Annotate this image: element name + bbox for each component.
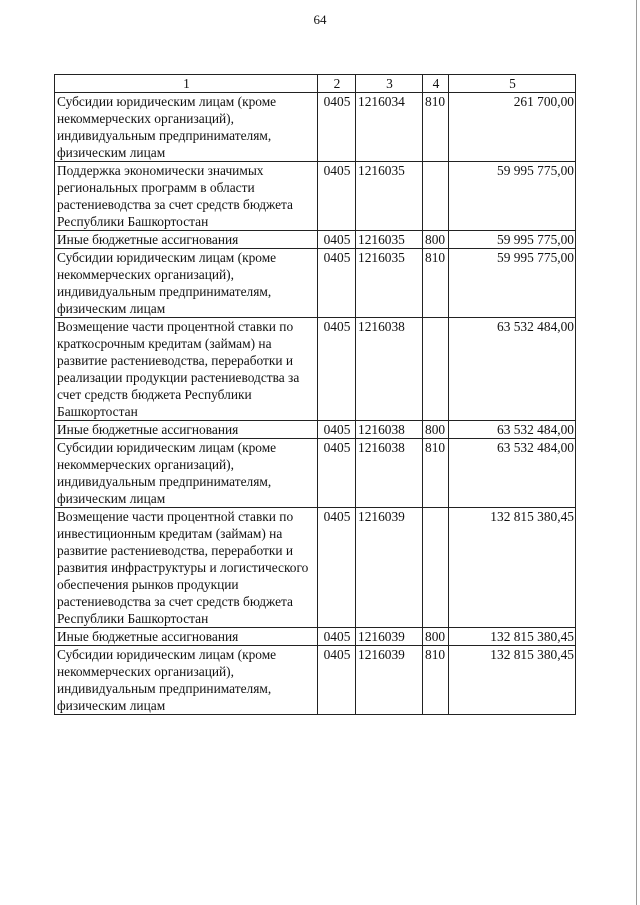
header-col-2: 2	[318, 75, 356, 93]
row-name: Поддержка экономически значимых региональных программ в области растениеводства за счет средств бюджета Республики Башкортостан	[55, 162, 318, 231]
header-col-3: 3	[356, 75, 423, 93]
row-section: 0405	[318, 439, 356, 508]
row-section: 0405	[318, 646, 356, 715]
row-amount: 63 532 484,00	[449, 421, 576, 439]
table-row	[55, 421, 576, 439]
row-amount: 59 995 775,00	[449, 162, 576, 231]
row-name: Субсидии юридическим лицам (кроме некоммерческих организаций), индивидуальным предпринимателям, физическим лицам	[55, 249, 318, 318]
row-code: 1216038	[356, 318, 423, 421]
row-code: 1216038	[356, 421, 423, 439]
row-amount: 261 700,00	[449, 93, 576, 162]
row-type: 810	[423, 249, 449, 318]
row-code: 1216039	[356, 628, 423, 646]
row-amount: 132 815 380,45	[449, 628, 576, 646]
row-amount: 63 532 484,00	[449, 318, 576, 421]
table-row	[55, 162, 576, 231]
row-amount: 63 532 484,00	[449, 439, 576, 508]
row-section: 0405	[318, 231, 356, 249]
row-amount: 59 995 775,00	[449, 231, 576, 249]
table-row	[55, 646, 576, 715]
row-code: 1216035	[356, 231, 423, 249]
row-name: Иные бюджетные ассигнования	[55, 628, 318, 646]
table-row	[55, 628, 576, 646]
row-code: 1216038	[356, 439, 423, 508]
row-type	[423, 162, 449, 231]
row-name: Иные бюджетные ассигнования	[55, 231, 318, 249]
row-type: 800	[423, 231, 449, 249]
row-section: 0405	[318, 162, 356, 231]
header-col-4: 4	[423, 75, 449, 93]
budget-table	[54, 74, 576, 715]
row-section: 0405	[318, 318, 356, 421]
row-amount: 132 815 380,45	[449, 508, 576, 628]
row-section: 0405	[318, 421, 356, 439]
row-code: 1216035	[356, 249, 423, 318]
row-type: 800	[423, 421, 449, 439]
row-amount: 59 995 775,00	[449, 249, 576, 318]
page-edge-line	[636, 0, 637, 905]
row-section: 0405	[318, 628, 356, 646]
row-section: 0405	[318, 508, 356, 628]
row-type: 810	[423, 646, 449, 715]
row-section: 0405	[318, 93, 356, 162]
row-amount: 132 815 380,45	[449, 646, 576, 715]
row-type: 800	[423, 628, 449, 646]
table-header-row	[55, 75, 576, 93]
row-type: 810	[423, 439, 449, 508]
row-type	[423, 318, 449, 421]
table-row	[55, 318, 576, 421]
row-name: Субсидии юридическим лицам (кроме некоммерческих организаций), индивидуальным предпринимателям, физическим лицам	[55, 439, 318, 508]
row-code: 1216039	[356, 646, 423, 715]
table-row	[55, 508, 576, 628]
row-type	[423, 508, 449, 628]
table-row	[55, 231, 576, 249]
header-col-5: 5	[449, 75, 576, 93]
row-code: 1216035	[356, 162, 423, 231]
page-number: 64	[313, 12, 327, 27]
row-name: Субсидии юридическим лицам (кроме некоммерческих организаций), индивидуальным предпринимателям, физическим лицам	[55, 646, 318, 715]
row-name: Возмещение части процентной ставки по краткосрочным кредитам (займам) на развитие растениеводства, переработки и реализации продукции растениеводства за счет средств бюджета Республики Башкортостан	[55, 318, 318, 421]
table-row	[55, 439, 576, 508]
row-name: Иные бюджетные ассигнования	[55, 421, 318, 439]
table-row	[55, 249, 576, 318]
header-col-1: 1	[55, 75, 318, 93]
row-code: 1216039	[356, 508, 423, 628]
table-row	[55, 93, 576, 162]
row-name: Возмещение части процентной ставки по инвестиционным кредитам (займам) на развитие растениеводства, переработки и развития инфраструктуры и логистического обеспечения рынков продукции растениеводства за счет средств бюджета Республики Башкортостан	[55, 508, 318, 628]
row-name: Субсидии юридическим лицам (кроме некоммерческих организаций), индивидуальным предпринимателям, физическим лицам	[55, 93, 318, 162]
row-type: 810	[423, 93, 449, 162]
row-code: 1216034	[356, 93, 423, 162]
row-section: 0405	[318, 249, 356, 318]
